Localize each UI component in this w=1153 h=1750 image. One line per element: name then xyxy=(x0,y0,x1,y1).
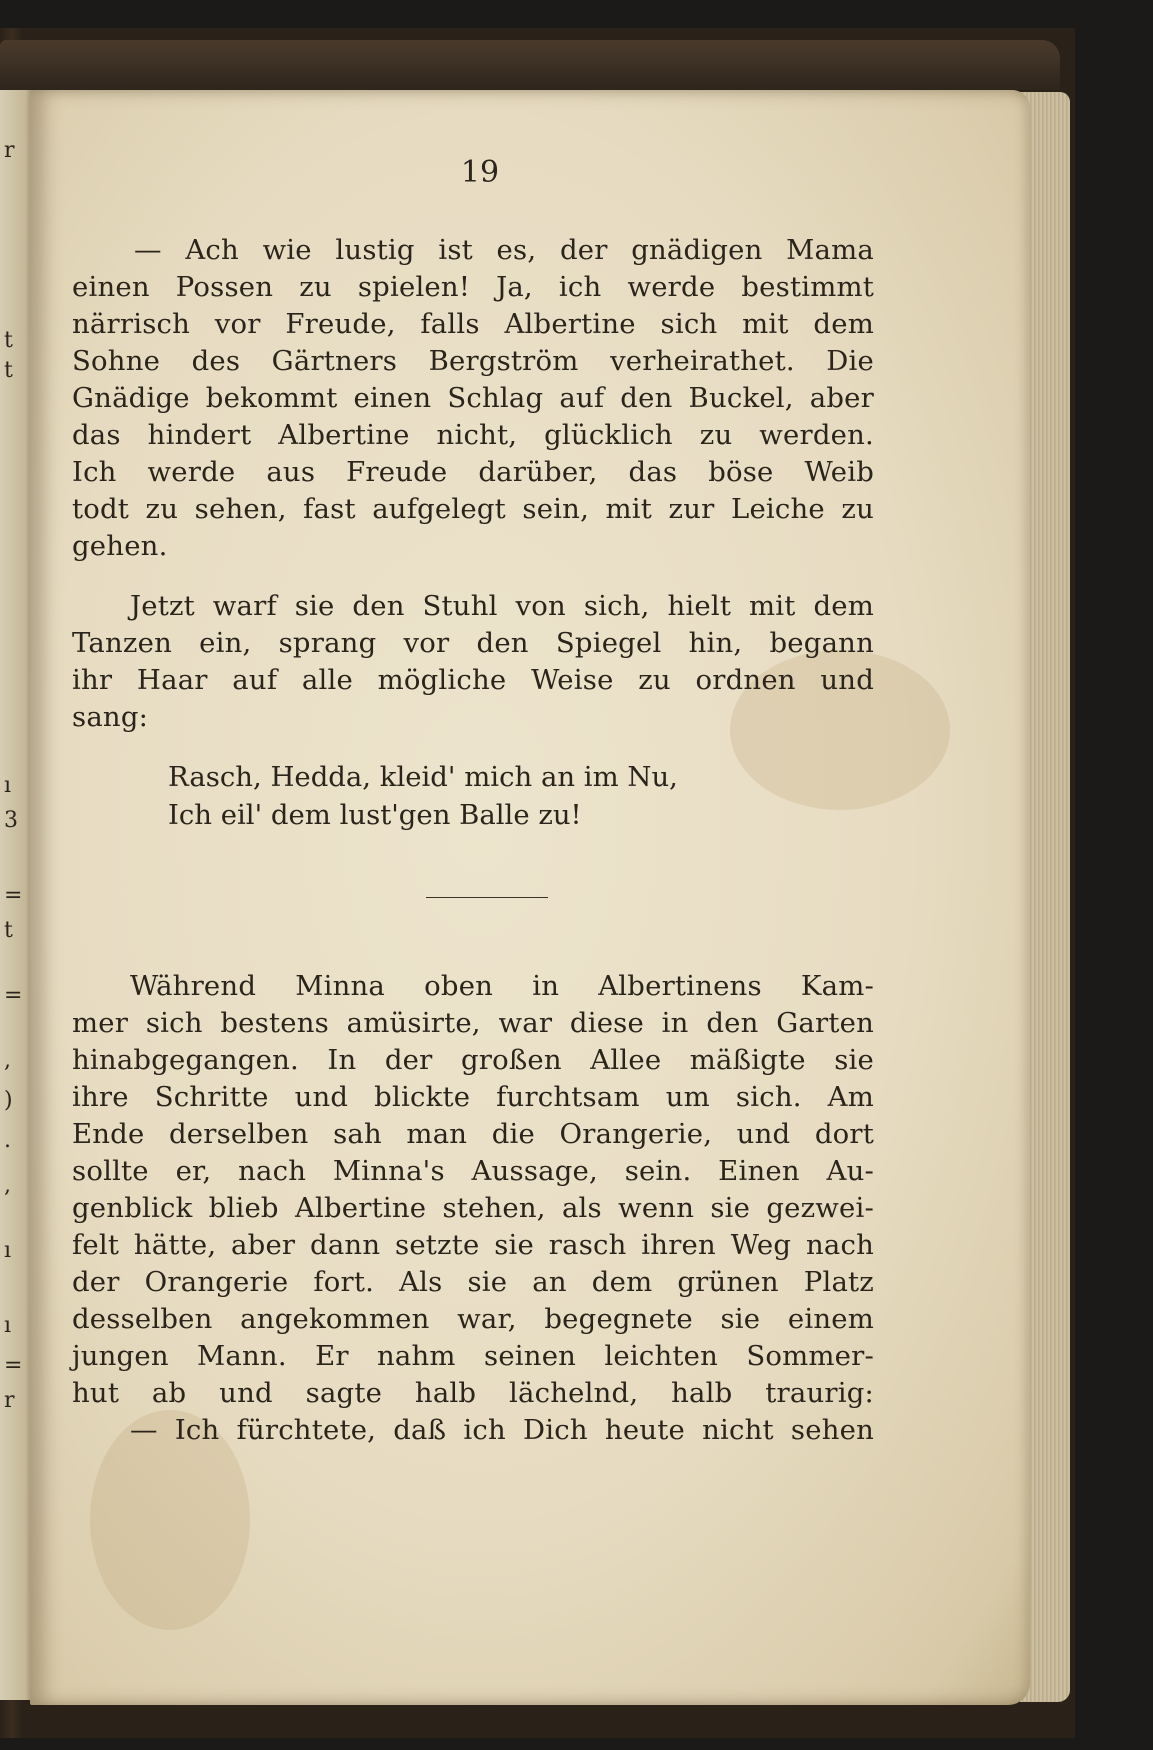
margin-mark: t xyxy=(4,358,13,383)
margin-mark: ı xyxy=(4,773,12,798)
text-line: todt zu sehen, fast aufgelegt sein, mit zur Leiche zu xyxy=(72,493,874,525)
text-line: Ende derselben sah man die Orangerie, und dort xyxy=(72,1118,874,1150)
section-divider xyxy=(426,897,548,898)
text-line: sang: xyxy=(72,701,149,733)
text-line: hinabgegangen. In der großen Allee mäßigte sie xyxy=(72,1044,874,1076)
margin-mark: ) xyxy=(4,1088,13,1113)
text-line: Sohne des Gärtners Bergström verheirathet. Die xyxy=(72,345,874,377)
text-line: das hindert Albertine nicht, glücklich zu werden. xyxy=(72,419,874,451)
paragraph-2 xyxy=(72,588,874,736)
text-line: mer sich bestens amüsirte, war diese in den Garten xyxy=(72,1007,874,1039)
margin-mark: = xyxy=(4,1353,23,1378)
facing-page-margin-marks xyxy=(4,90,24,1700)
text-line: Tanzen ein, sprang vor den Spiegel hin, begann xyxy=(72,627,874,659)
verse-line: Ich eil' dem lust'gen Balle zu! xyxy=(168,799,582,831)
text-line: jungen Mann. Er nahm seinen leichten Sommer- xyxy=(72,1340,874,1372)
text-line: ihr Haar auf alle mögliche Weise zu ordnen und xyxy=(72,664,874,696)
text-line: einen Possen zu spielen! Ja, ich werde bestimmt xyxy=(72,271,874,303)
margin-mark: ı xyxy=(4,1238,12,1263)
margin-mark: ı xyxy=(4,1313,12,1338)
text-line: desselben angekommen war, begegnete sie einem xyxy=(72,1303,874,1335)
text-line: Jetzt warf sie den Stuhl von sich, hielt mit dem xyxy=(130,590,874,622)
verse xyxy=(168,758,768,834)
text-line: Gnädige bekommt einen Schlag auf den Buckel, aber xyxy=(72,382,874,414)
page-number: 19 xyxy=(460,155,500,190)
margin-mark: = xyxy=(4,983,23,1008)
text-line: gehen. xyxy=(72,530,168,562)
text-line: närrisch vor Freude, falls Albertine sich mit dem xyxy=(72,308,874,340)
margin-mark: r xyxy=(4,1388,15,1413)
text-line: — Ach wie lustig ist es, der gnädigen Mama xyxy=(134,234,874,266)
margin-mark: . xyxy=(4,1128,11,1153)
text-line: — Ich fürchtete, daß ich Dich heute nicht sehen xyxy=(130,1414,874,1446)
margin-mark: r xyxy=(4,138,15,163)
margin-mark: , xyxy=(4,1048,11,1073)
text-line: der Orangerie fort. Als sie an dem grünen Platz xyxy=(72,1266,874,1298)
paragraph-1 xyxy=(72,232,874,565)
margin-mark: t xyxy=(4,328,13,353)
text-line: hut ab und sagte halb lächelnd, halb traurig: xyxy=(72,1377,874,1409)
text-line: genblick blieb Albertine stehen, als wenn sie gezwei- xyxy=(72,1192,874,1224)
margin-mark: 3 xyxy=(4,808,18,833)
text-line: Ich werde aus Freude darüber, das böse Weib xyxy=(72,456,874,488)
paragraph-3 xyxy=(72,968,874,1449)
text-line: ihre Schritte und blickte furchtsam um sich. Am xyxy=(72,1081,874,1113)
text-line: felt hätte, aber dann setzte sie rasch ihren Weg nach xyxy=(72,1229,874,1261)
text-line: sollte er, nach Minna's Aussage, sein. Einen Au- xyxy=(72,1155,874,1187)
verse-line: Rasch, Hedda, kleid' mich an im Nu, xyxy=(168,761,678,793)
book-cover-edge xyxy=(0,40,1060,90)
margin-mark: , xyxy=(4,1173,11,1198)
text-line: Während Minna oben in Albertinens Kam- xyxy=(130,970,874,1002)
margin-mark: = xyxy=(4,883,23,908)
margin-mark: t xyxy=(4,918,13,943)
